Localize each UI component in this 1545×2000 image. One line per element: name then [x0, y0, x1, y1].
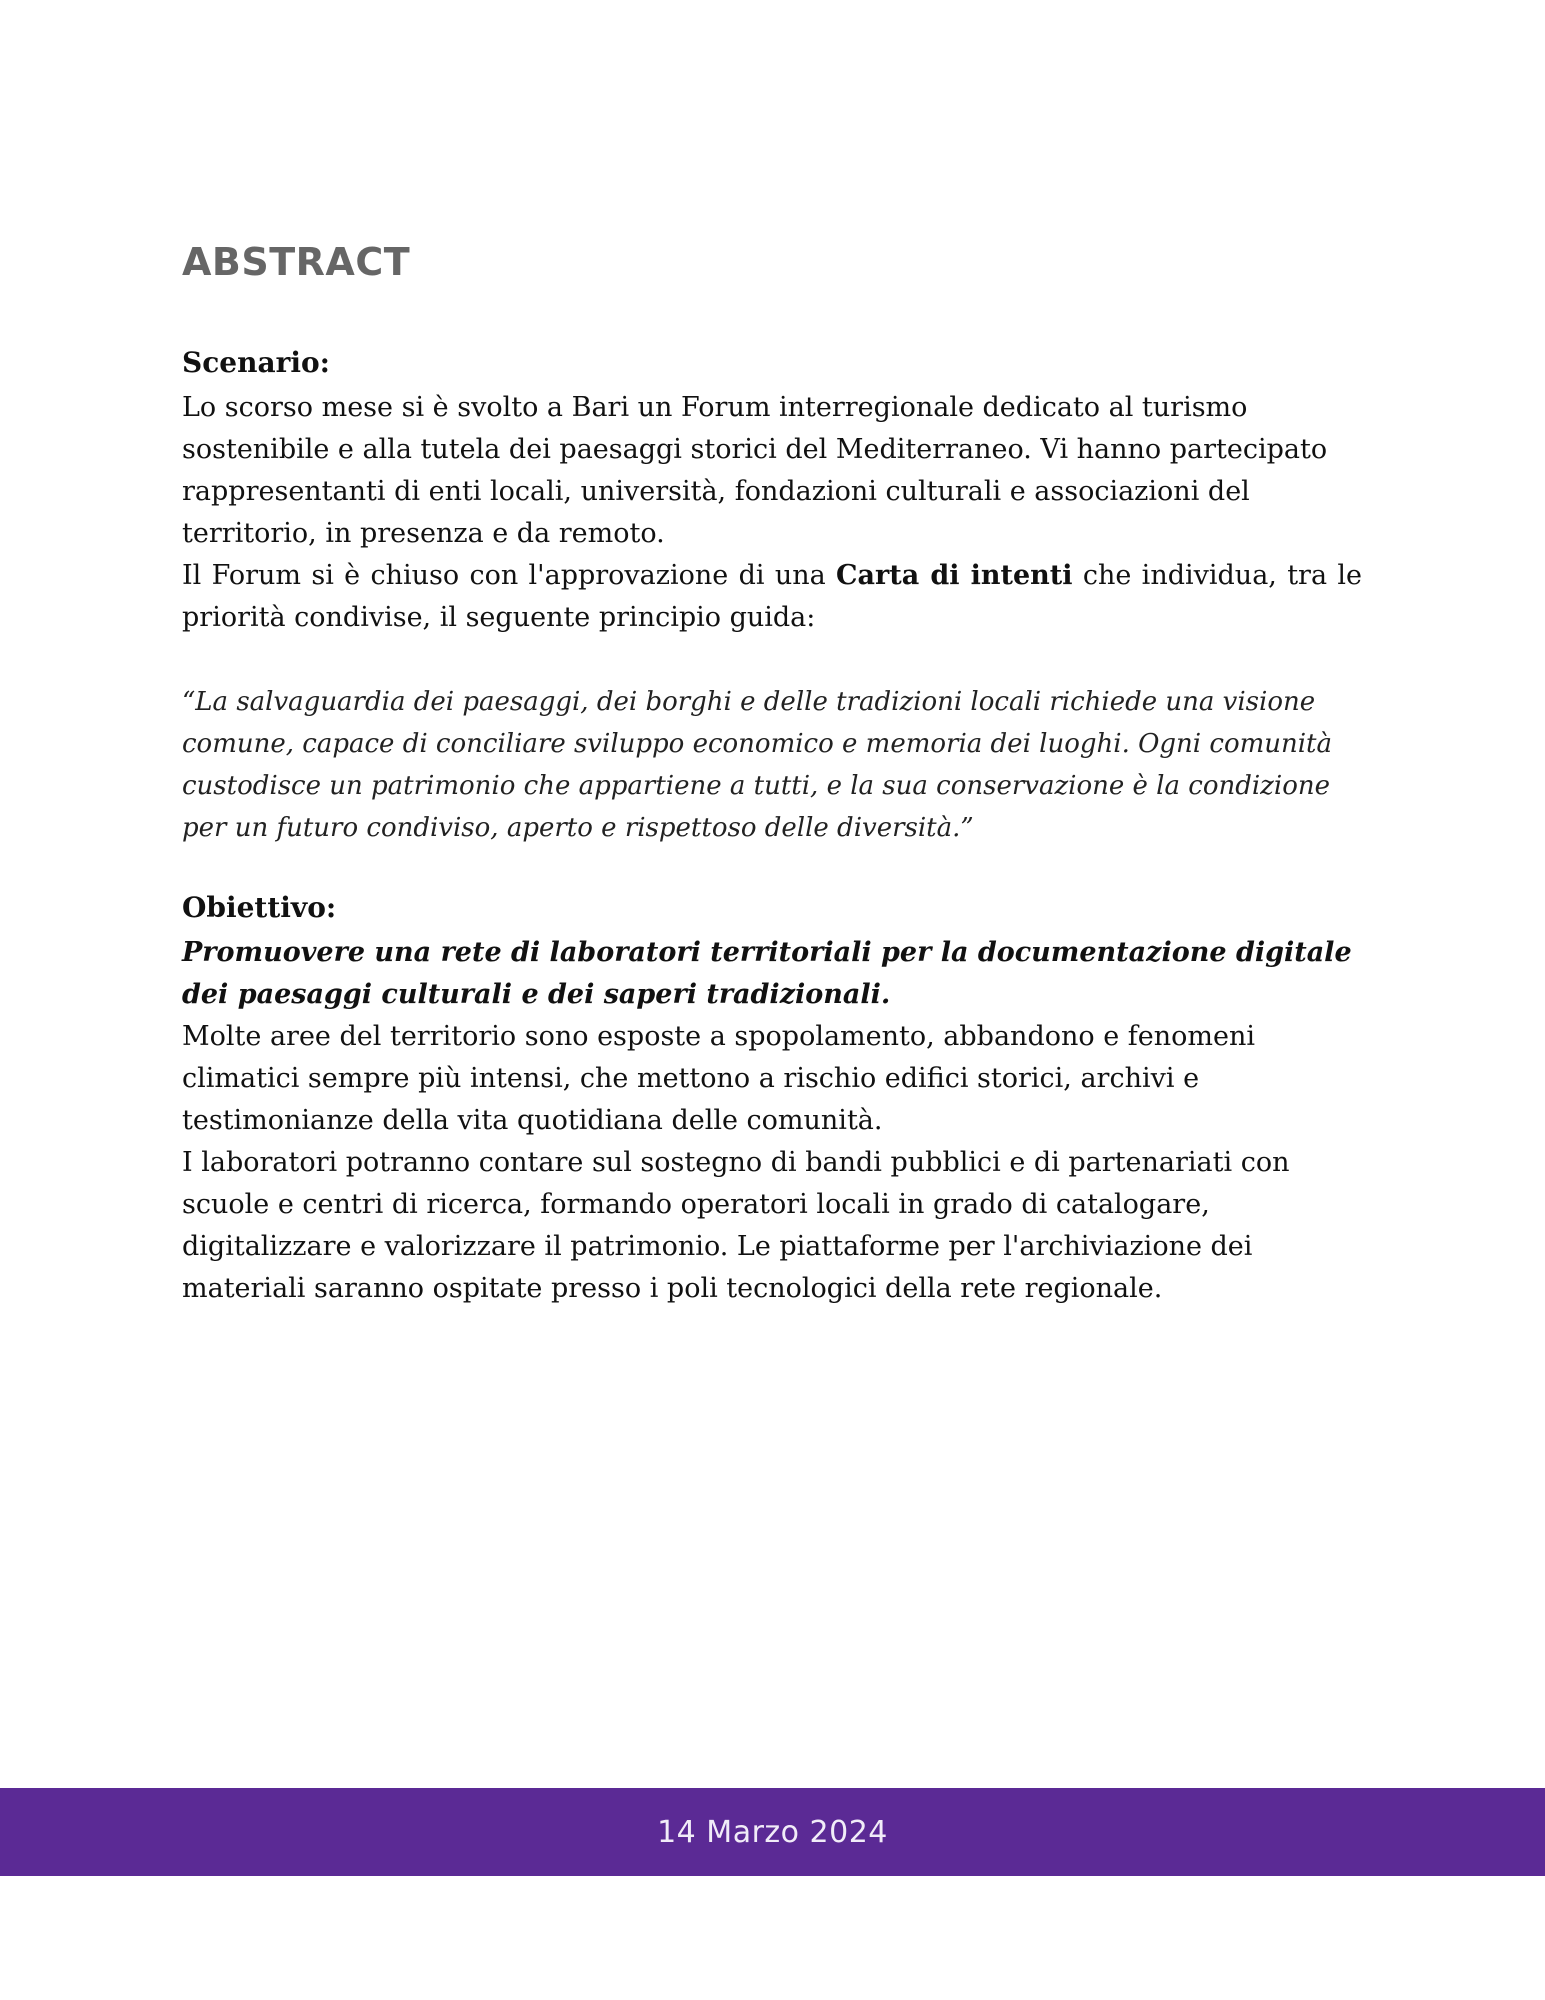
scenario-paragraph-2-end: che individua, tra le priorità condivise, il seguente principio guida: [182, 560, 1362, 633]
objective-lead: Promuovere una rete di laboratori territoriali per la documentazione digitale dei paesaggi culturali e dei saperi tradizionali. [182, 937, 1352, 1010]
spacer [182, 849, 1362, 891]
scenario-paragraph-2 [182, 555, 1362, 639]
scenario-paragraph-2-start: Il Forum si è chiuso con l'approvazione di una [182, 560, 837, 591]
footer-date: 14 Marzo 2024 [657, 1814, 888, 1850]
objective-paragraph-1: Molte aree del territorio sono esposte a spopolamento, abbandono e fenomeni climatici sempre più intensi, che mettono a rischio edifici storici, archivi e testimonianze della vita quotidiana delle comunità. [182, 1021, 1255, 1136]
objective-heading: Obiettivo: [182, 891, 337, 924]
spacer [182, 639, 1362, 681]
page-title: ABSTRACT [182, 240, 411, 284]
scenario-section [182, 346, 1362, 639]
declaration-quote: “La salvaguardia dei paesaggi, dei borghi e delle tradizioni locali richiede una visione comune, capace di conciliare sviluppo economico e memoria dei luoghi. Ogni comunità custodisce un patrimonio che appartiene a tutti, e la sua conservazione è la condizione per un futuro condiviso, aperto e rispettoso delle diversità.” [182, 687, 1333, 843]
scenario-paragraph-1: Lo scorso mese si è svolto a Bari un Forum interregionale dedicato al turismo sostenibile e alla tutela dei paesaggi storici del Mediterraneo. Vi hanno partecipato rappresentanti di enti locali, università, fondazioni culturali e associazioni del territorio, in presenza e da remoto. [182, 392, 1328, 549]
abstract-content [182, 240, 1362, 1310]
objective-paragraph-2: I laboratori potranno contare sul sostegno di bandi pubblici e di partenariati con scuole e centri di ricerca, formando operatori locali in grado di catalogare, digitalizzare e valorizzare il patrimonio. Le piattaforme per l'archiviazione dei materiali saranno ospitate presso i poli tecnologici della rete regionale. [182, 1147, 1290, 1304]
footer-bar [0, 1788, 1545, 1876]
objective-section [182, 891, 1362, 1310]
scenario-heading: Scenario: [182, 346, 330, 379]
declaration-emphasis: Carta di intenti [836, 560, 1073, 591]
